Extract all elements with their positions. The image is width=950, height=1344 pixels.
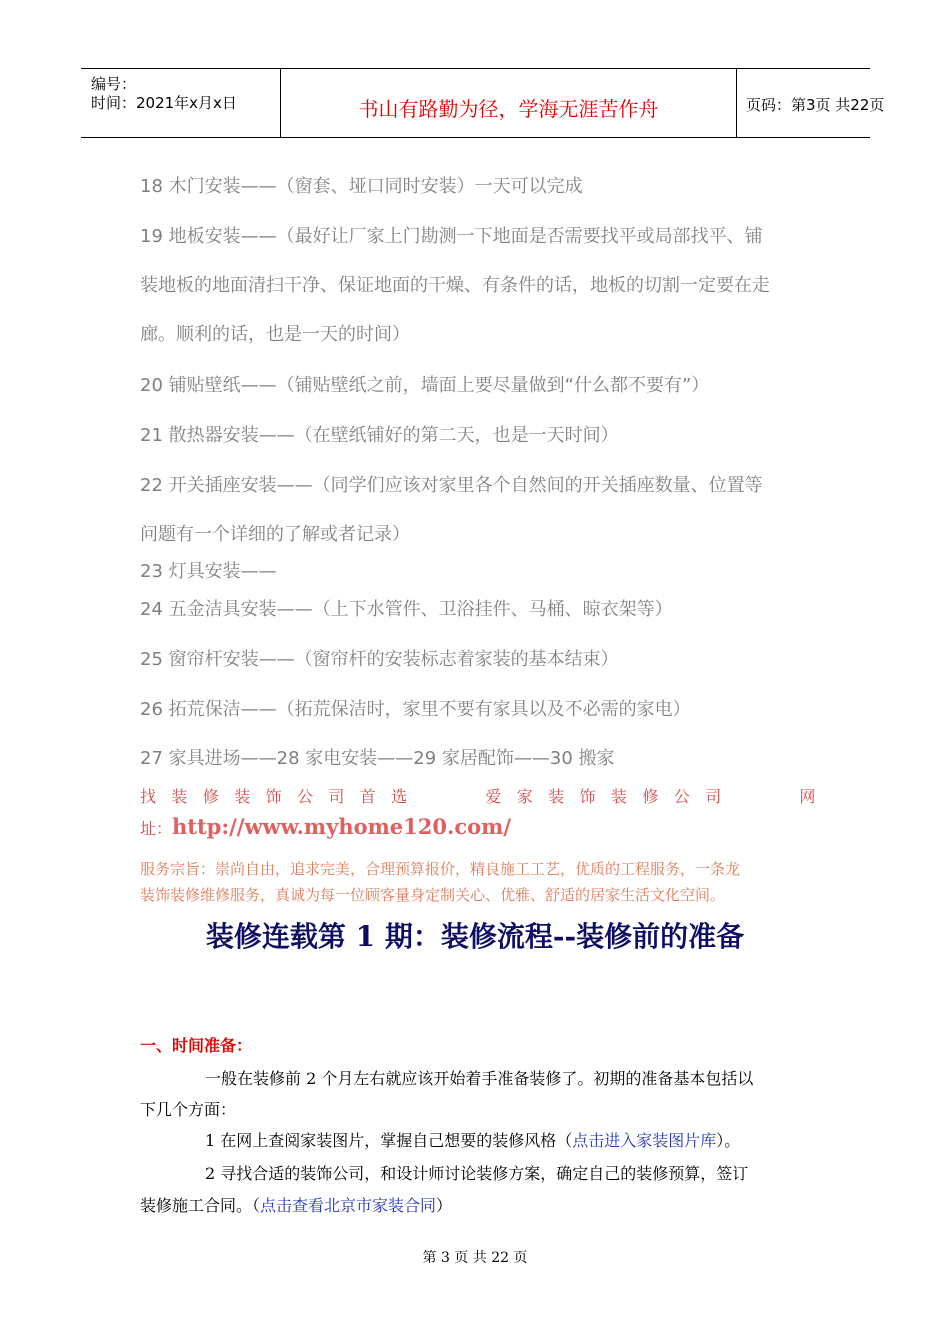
list-item [140, 1193, 452, 1216]
step-line: 24 五金洁具安装——（上下水管件、卫浴挂件、马桶、晾衣架等） [140, 599, 673, 620]
promo-url-line [140, 814, 511, 839]
step-line: 21 散热器安装——（在壁纸铺好的第二天，也是一天时间） [140, 425, 619, 446]
page-header [81, 68, 885, 138]
article-title: 装修连载第 1 期：装修流程--装修前的准备 [205, 920, 745, 953]
section-heading: 一、时间准备： [140, 1036, 253, 1055]
step-line: 廊。顺利的话，也是一天的时间） [140, 324, 410, 345]
header-motto-cell [281, 69, 737, 137]
list-item [205, 1128, 740, 1151]
step-line: 19 地板安装——（最好让厂家上门勘测一下地面是否需要找平或局部找平、铺 [140, 226, 763, 247]
list-item-text: ）。 [716, 1131, 741, 1150]
contract-link[interactable]: 点击查看北京市家装合同 [260, 1196, 437, 1215]
motto-text: 书山有路勤为径，学海无涯苦作舟 [358, 97, 659, 121]
list-item-text: ） [436, 1196, 453, 1215]
promo-url-prefix: 址： [140, 819, 173, 838]
page-footer: 第 3 页 共 22 页 [422, 1250, 528, 1266]
document-number-label: 编号： [91, 75, 137, 93]
list-item-text: 1 在网上查阅家装图片，掌握自己想要的装修风格（ [205, 1131, 573, 1150]
step-line: 20 铺贴壁纸——（铺贴壁纸之前，墙面上要尽量做到“什么都不要有”） [140, 375, 710, 396]
paragraph-line: 一般在装修前 2 个月左右就应该开始着手准备装修了。初期的准备基本包括以 [205, 1069, 754, 1088]
list-item-text: 装修施工合同。（ [140, 1196, 261, 1215]
step-line: 22 开关插座安装——（同学们应该对家里各个自然间的开关插座数量、位置等 [140, 475, 763, 496]
step-line: 27 家具进场——28 家电安装——29 家居配饰——30 搬家 [140, 748, 615, 769]
step-line: 问题有一个详细的了解或者记录） [140, 524, 410, 545]
step-line: 25 窗帘杆安装——（窗帘杆的安装标志着家装的基本结束） [140, 649, 619, 670]
header-page-cell [737, 69, 885, 137]
header-meta-cell [81, 69, 281, 137]
gallery-link[interactable]: 点击进入家装图片库 [572, 1131, 717, 1150]
promo-url-link[interactable]: http://www.myhome120.com/ [172, 814, 511, 839]
list-item: 2 寻找合适的装饰公司，和设计师讨论装修方案，确定自己的装修预算，签订 [205, 1164, 749, 1183]
header-page-number: 页码：第3页 共22页 [746, 96, 885, 114]
step-line: 23 灯具安装—— [140, 561, 277, 582]
step-line: 18 木门安装——（窗套、垭口同时安装）一天可以完成 [140, 176, 583, 197]
service-statement: 装饰装修维修服务，真诚为每一位顾客量身定制关心、优雅、舒适的居家生活文化空间。 [140, 886, 726, 904]
step-line: 装地板的地面清扫干净、保证地面的干燥、有条件的话，地板的切割一定要在走 [140, 275, 770, 296]
step-line: 26 拓荒保洁——（拓荒保洁时，家里不要有家具以及不必需的家电） [140, 699, 691, 720]
service-statement: 服务宗旨：崇尚自由，追求完美，合理预算报价，精良施工工艺，优质的工程服务，一条龙 [140, 860, 741, 878]
promo-line: 找装修装饰公司首选 爱家装饰装修公司 网 [140, 787, 831, 806]
document-time-label: 时间：2021年x月x日 [91, 94, 237, 112]
paragraph-line: 下几个方面： [140, 1100, 237, 1119]
